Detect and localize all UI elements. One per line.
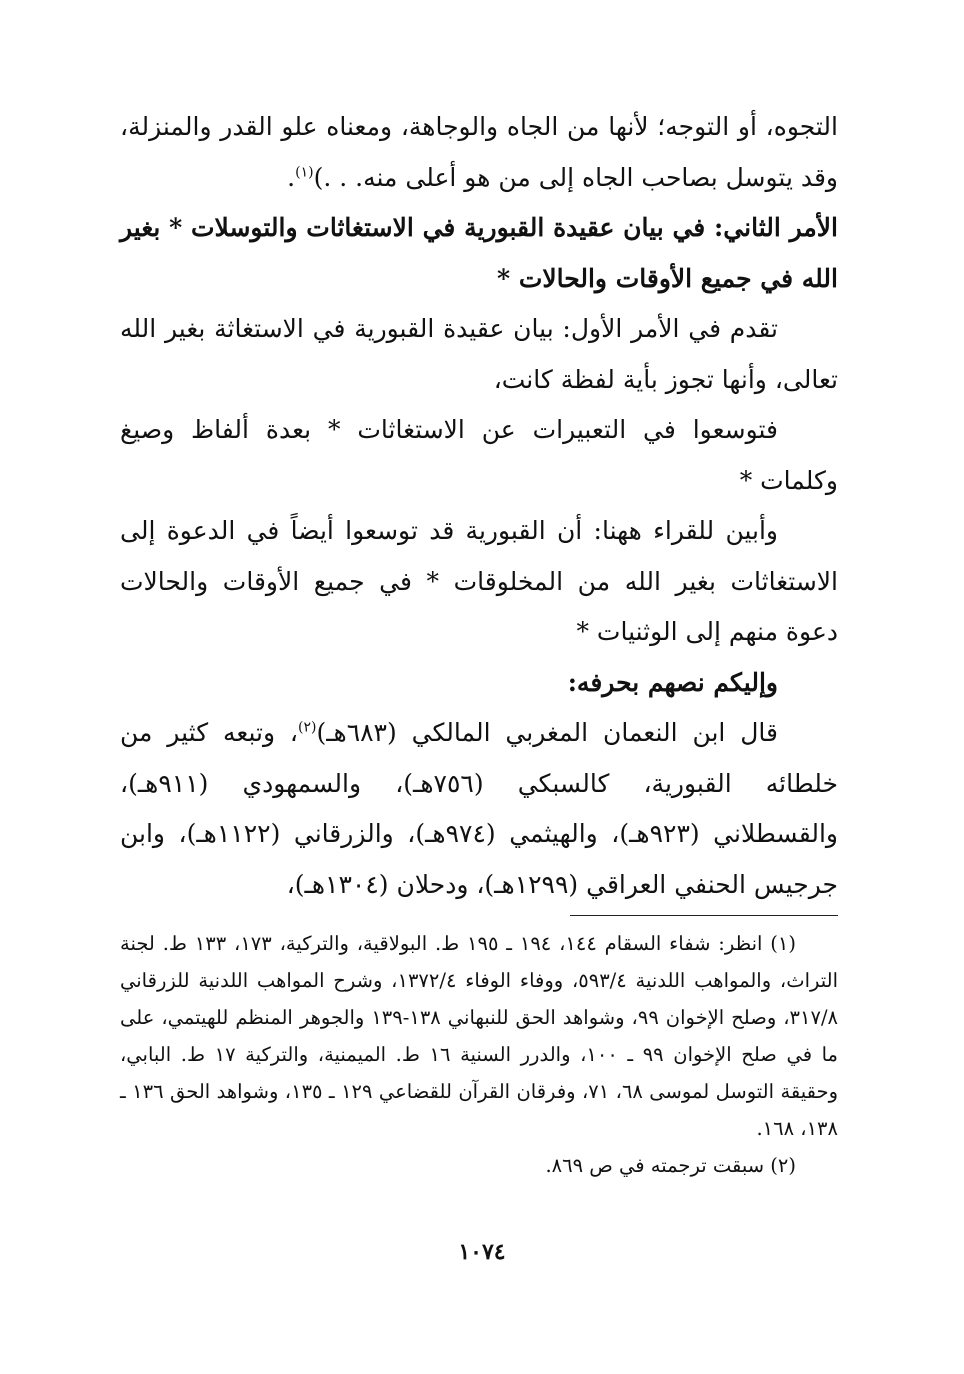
paragraph-4: وأبين للقراء ههنا: أن القبورية قد توسعوا أيضاً في الدعوة إلى الاستغاثات بغير الله من المخلوقات * في جميع الأوقات والحالات دعوة منهم إلى الوثنيات * <box>120 516 838 646</box>
footnote-divider <box>570 915 838 916</box>
section-heading-label: الأمر الثاني <box>723 213 838 242</box>
section-heading-title: : في بيان عقيدة القبورية في الاستغاثات والتوسلات * بغير الله في جميع الأوقات والحالات * <box>120 213 838 293</box>
body-text <box>120 102 838 910</box>
footnotes <box>120 925 838 1184</box>
main-text <box>120 102 838 910</box>
paragraph-6-text-a: قال ابن النعمان المغربي المالكي (٦٨٣هـ) <box>316 718 778 747</box>
footnote-ref-1: (١) <box>295 164 314 181</box>
footnote-ref-2: (٢) <box>297 719 317 736</box>
page-number: ١٠٧٤ <box>458 1239 506 1265</box>
paragraph-1-text: التجوه، أو التوجه؛ لأنها من الجاه والوجاهة، ومعناه علو القدر والمنزلة، وقد يتوسل بصاحب الجاه إلى من هو أعلى منه. . .) <box>120 112 838 192</box>
paragraph-5: وإليكم نصهم بحرفه: <box>567 667 778 697</box>
paragraph-6 <box>120 708 838 910</box>
paragraph-2: تقدم في الأمر الأول: بيان عقيدة القبورية في الاستغاثة بغير الله تعالى، وأنها تجوز بأية لفظة كانت، <box>120 314 838 394</box>
paragraph-1-end: . <box>287 162 296 192</box>
footnote-2: (٢) سبقت ترجمته في ص ٨٦٩. <box>545 1154 796 1177</box>
section-heading <box>120 203 838 304</box>
paragraph-6-text-b: ، وتبعه كثير من خلطائه القبورية، كالسبكي (٧٥٦هـ)، والسمهودي (٩١١هـ)، والقسطلاني (٩٢٣هـ)، والهيثمي (٩٧٤هـ)، والزرقاني (١١٢٢هـ)، وابن جرجيس الحنفي العراقي (١٢٩٩هـ)، ودحلان (١٣٠٤هـ)، <box>120 718 838 899</box>
footnote-1: (١) انظر: شفاء السقام ١٤٤، ١٩٤ ـ ١٩٥ ط. البولاقية، والتركية، ١٧٣، ١٣٣ ط. لجنة التراث، والمواهب اللدنية ٥٩٣/٤، ووفاء الوفاء ١٣٧٢/٤، وشرح المواهب اللدنية للزرقاني ٣١٧/٨، وصلح الإخوان ٩٩، وشواهد الحق للنبهاني ١٣٨-١٣٩ والجوهر المنظم للهيتمي، على ما في صلح الإخوان ٩٩ ـ ١٠٠، والدرر السنية ١٦ ط. الميمنية، والتركية ١٧ ط. البابي، وحقيقة التوسل لموسى ٦٨، ٧١، وفرقان القرآن للقضاعي ١٢٩ ـ ١٣٥، وشواهد الحق ١٣٦ ـ ١٣٨، ١٦٨. <box>120 932 839 1140</box>
paragraph-3: فتوسعوا في التعبيرات عن الاستغاثات * بعدة ألفاظ وصيغ وكلمات * <box>120 415 838 495</box>
paragraph-1 <box>120 102 838 203</box>
